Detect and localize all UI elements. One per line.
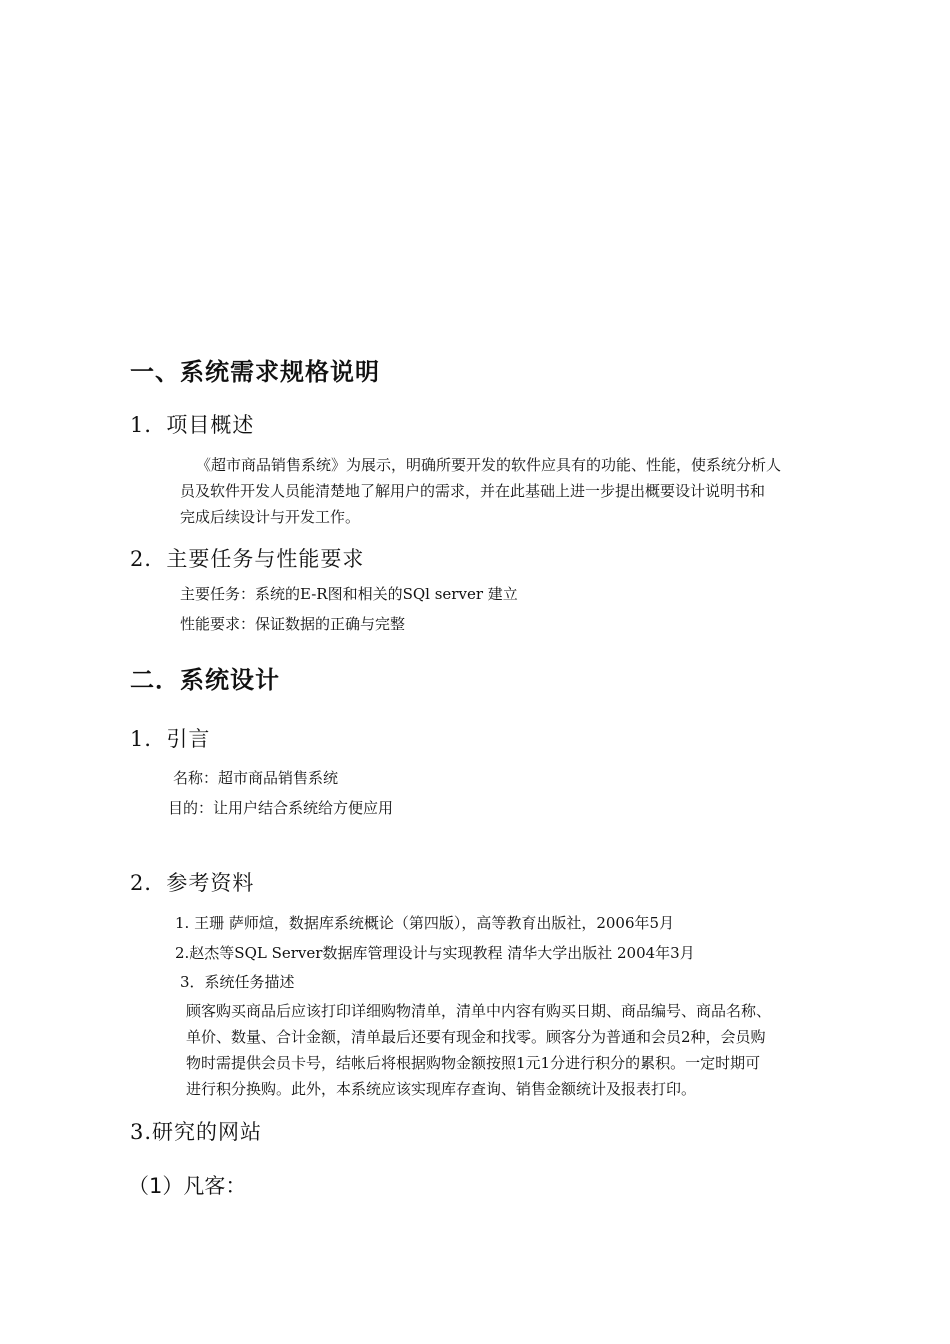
website-item-vancl: （1）凡客： [128,1174,247,1198]
subheading-references: 2．参考资料 [130,871,255,895]
subheading-project-overview: 1．项目概述 [130,413,255,437]
performance-line: 性能要求：保证数据的正确与完整 [180,615,406,633]
subheading-introduction: 1．引言 [130,727,211,751]
task-description-heading: 3．系统任务描述 [180,973,295,991]
purpose-line: 目的：让用户结合系统给方便应用 [168,799,394,817]
description-line: 物时需提供会员卡号，结帐后将根据购物金额按照1元1分进行积分的累积。一定时期可 [186,1054,761,1072]
overview-paragraph [180,452,781,530]
reference-item: 2.赵杰等SQL Server数据库管理设计与实现教程 清华大学出版社 2004年3月 [175,944,695,962]
reference-item: 1. 王珊 萨师煊，数据库系统概论（第四版），高等教育出版社，2006年5月 [175,914,675,932]
system-name-line: 名称：超市商品销售系统 [173,769,339,787]
section-heading-system-design: 二．系统设计 [130,666,280,694]
section-heading-requirements: 一、系统需求规格说明 [130,358,380,386]
description-line: 单价、数量、合计金额，清单最后还要有现金和找零。顾客分为普通和会员2种，会员购 [186,1028,766,1046]
subheading-tasks-performance: 2．主要任务与性能要求 [130,547,365,571]
task-description-paragraph [186,998,771,1102]
description-line: 进行积分换购。此外，本系统应该实现库存查询、销售金额统计及报表打印。 [186,1080,697,1098]
overview-line: 员及软件开发人员能清楚地了解用户的需求，并在此基础上进一步提出概要设计说明书和 [180,482,766,500]
overview-line: 完成后续设计与开发工作。 [180,508,361,526]
description-line: 顾客购买商品后应该打印详细购物清单，清单中内容有购买日期、商品编号、商品名称、 [186,1002,772,1020]
main-task-line: 主要任务：系统的E-R图和相关的SQl server 建立 [180,585,518,603]
overview-line: 《超市商品销售系统》为展示，明确所要开发的软件应具有的功能、性能，使系统分析人 [196,456,782,474]
subheading-researched-websites: 3.研究的网站 [130,1120,263,1144]
